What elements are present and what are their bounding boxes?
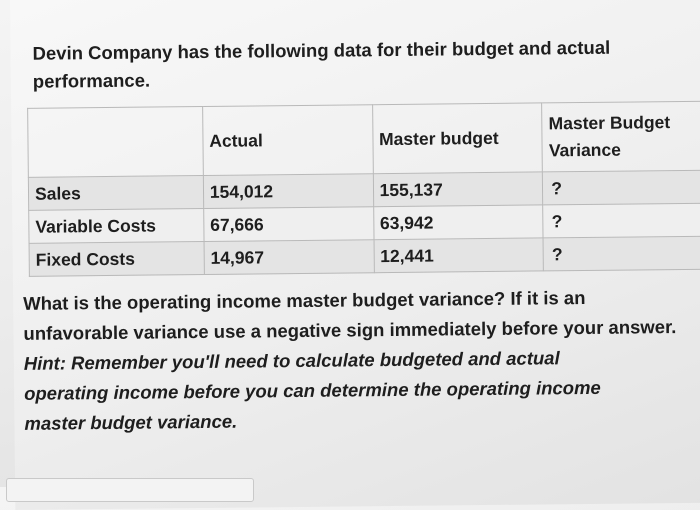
question-text [23, 282, 700, 439]
question-panel [10, 0, 700, 510]
header-master-budget-variance [542, 101, 700, 172]
question-line-2: unfavorable variance use a negative sign immediately before your answer. [23, 316, 677, 344]
row-master-budget: 12,441 [374, 238, 544, 273]
hint-line-2: operating income before you can determine the operating income [24, 376, 601, 404]
row-actual: 14,967 [204, 240, 374, 275]
table-header-row [28, 101, 700, 177]
row-master-budget: 63,942 [373, 205, 543, 240]
header-master-budget: Master budget [372, 103, 542, 174]
hint-line-1: Hint: Remember you'll need to calculate budgeted and actual [23, 347, 560, 374]
row-actual: 154,012 [203, 174, 373, 209]
variance-unknown: ? [551, 177, 563, 198]
question-line-1: What is the operating income master budget variance? If it is an [23, 286, 586, 314]
row-variance [543, 170, 700, 205]
row-variance [543, 236, 700, 271]
row-master-budget: 155,137 [373, 172, 543, 207]
row-label: Variable Costs [29, 208, 204, 243]
intro-text [32, 33, 673, 96]
header-actual: Actual [202, 105, 372, 176]
intro-line-1: Devin Company has the following data for their budget and actual [32, 36, 611, 64]
budget-table [27, 101, 700, 277]
variance-unknown: ? [551, 210, 563, 231]
table-row-fixed-costs [29, 236, 700, 276]
row-label: Sales [28, 175, 203, 210]
variance-unknown: ? [551, 243, 563, 264]
row-variance [543, 203, 700, 238]
header-variance-line-1: Master Budget [548, 112, 671, 134]
header-label [28, 106, 204, 177]
row-label: Fixed Costs [29, 241, 204, 276]
header-variance-line-2: Variance [548, 139, 622, 161]
hint-line-3: master budget variance. [24, 410, 238, 434]
answer-input[interactable] [6, 478, 254, 502]
intro-line-2: performance. [32, 69, 151, 92]
row-actual: 67,666 [203, 207, 373, 242]
